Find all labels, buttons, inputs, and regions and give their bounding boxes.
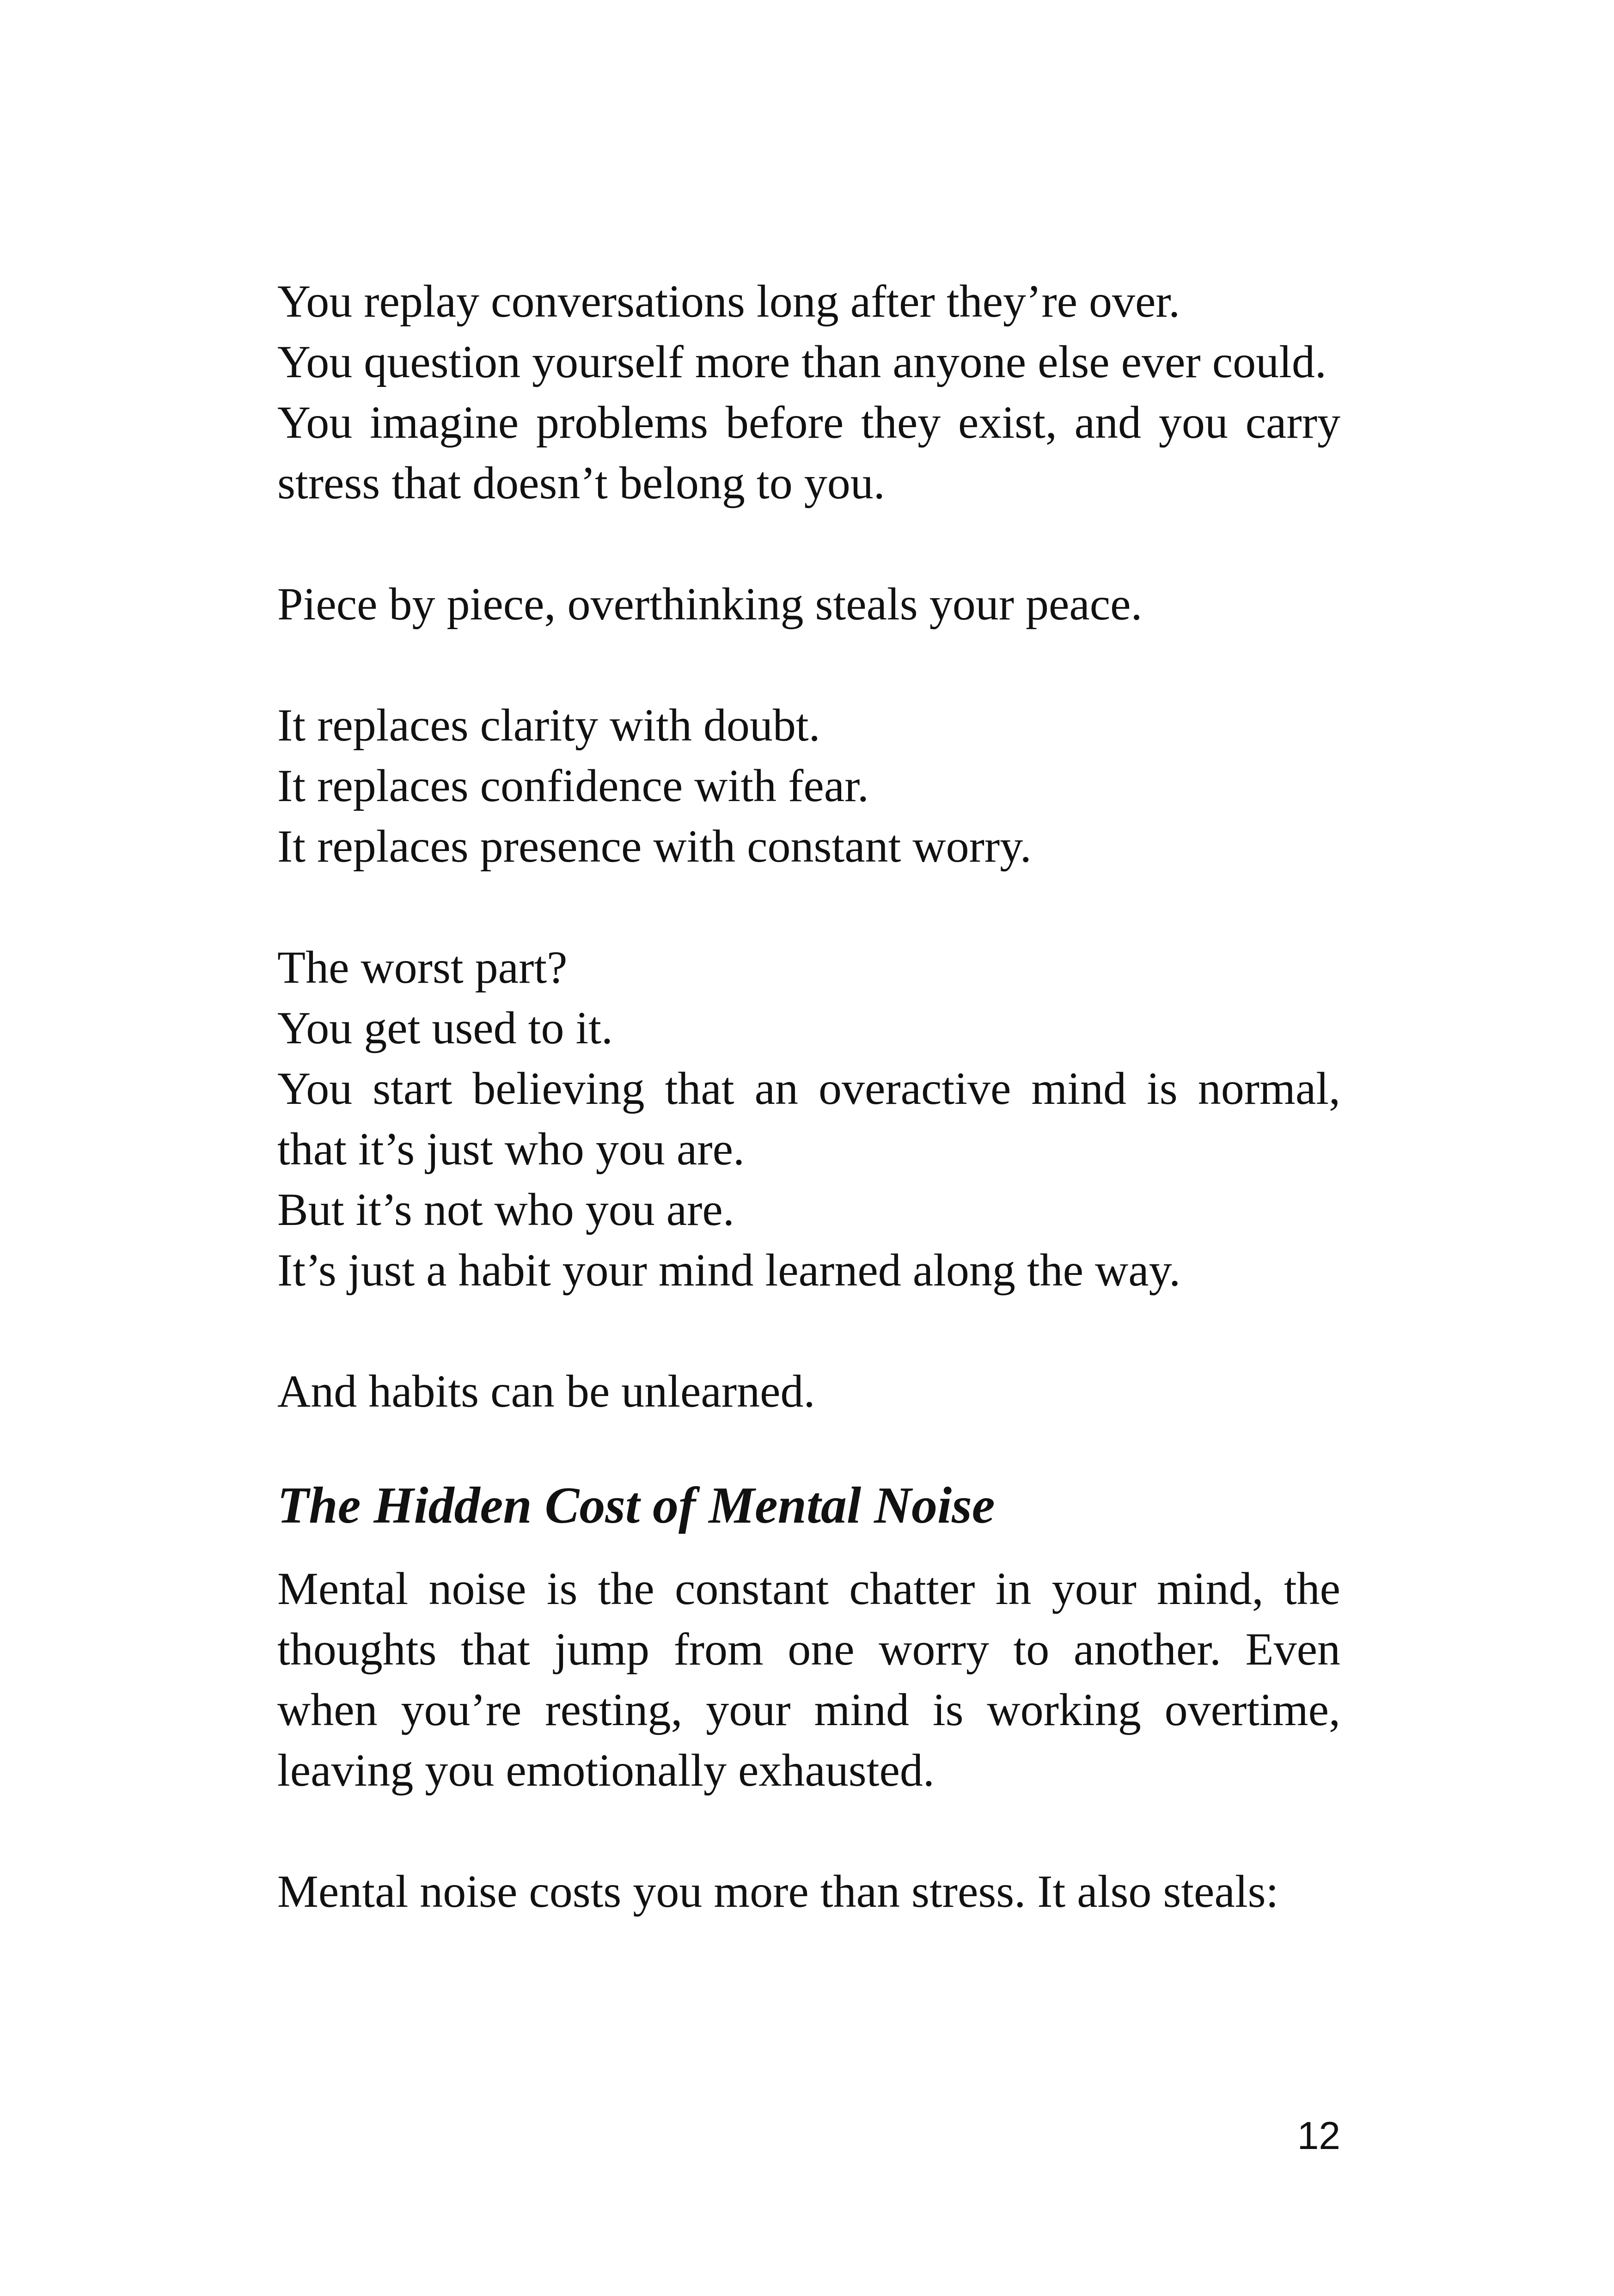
text-line: The worst part? [277, 942, 568, 993]
text-line: And habits can be unlearned. [277, 1365, 815, 1417]
paragraph-piece-by-piece [277, 574, 1340, 634]
text-line: that it’s just who you are. [277, 1123, 745, 1175]
paragraph-replaces [277, 695, 1340, 876]
page-content [277, 271, 1340, 1982]
paragraph-habits [277, 1361, 1340, 1421]
text-line: Piece by piece, overthinking steals your peace. [277, 578, 1143, 630]
text-line: It replaces confidence with fear. [277, 760, 869, 811]
page-number: 12 [1297, 2114, 1340, 2157]
paragraph-costs [277, 1861, 1340, 1922]
text-line: You question yourself more than anyone else ever could. [277, 336, 1327, 387]
text-line: thoughts that jump from one worry to another. Even [277, 1623, 1340, 1675]
text-line: You start believing that an overactive mind is normal, [277, 1063, 1340, 1114]
paragraph-mental-noise [277, 1558, 1340, 1800]
text-line: It replaces presence with constant worry. [277, 820, 1032, 872]
paragraph-replay [277, 271, 1340, 513]
text-line: You replay conversations long after they’re over. [277, 276, 1180, 327]
text-line: stress that doesn’t belong to you. [277, 457, 885, 508]
text-line: Mental noise costs you more than stress. It also steals: [277, 1866, 1279, 1917]
text-line: when you’re resting, your mind is working overtime, [277, 1684, 1340, 1735]
paragraph-worst-part [277, 937, 1340, 1300]
text-line: You get used to it. [277, 1002, 613, 1053]
text-line: Mental noise is the constant chatter in your mind, the [277, 1563, 1340, 1614]
text-line: It replaces clarity with doubt. [277, 699, 820, 751]
text-line: You imagine problems before they exist, and you carry [277, 397, 1340, 448]
text-line: It’s just a habit your mind learned along the way. [277, 1244, 1181, 1296]
text-line: But it’s not who you are. [277, 1184, 734, 1235]
section-heading: The Hidden Cost of Mental Noise [277, 1477, 995, 1534]
text-line: leaving you emotionally exhausted. [277, 1745, 935, 1796]
